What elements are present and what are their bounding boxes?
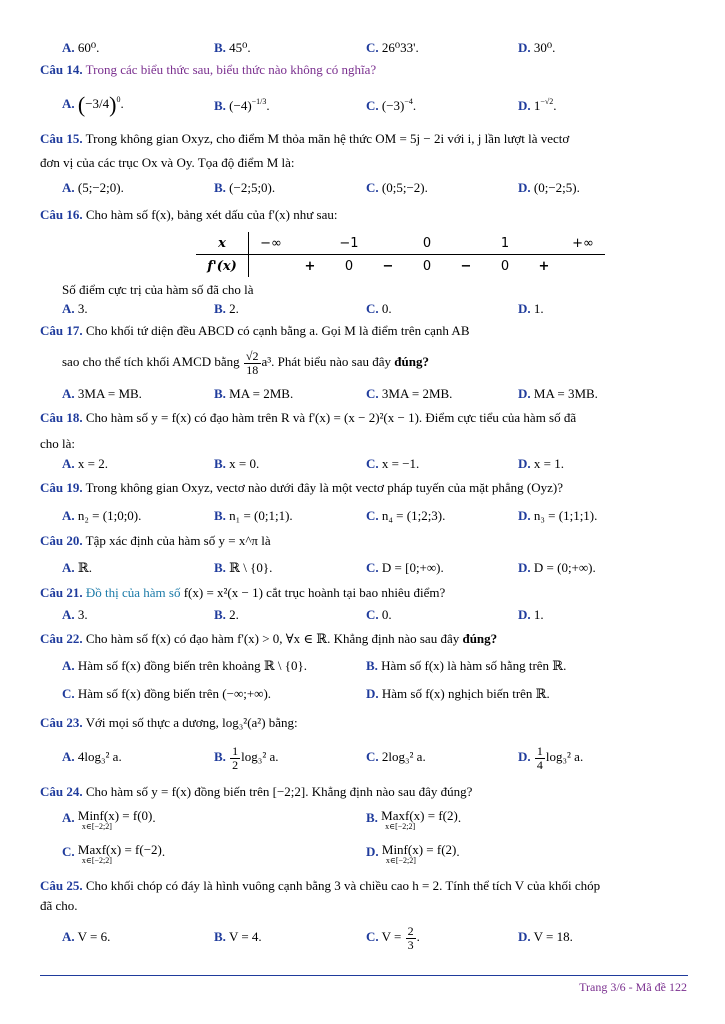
q25-text: Câu 25. Cho khối chóp có đáy là hình vuông cạnh bằng 3 và chiều cao h = 2. Tính thể tích V của khối chóp bbox=[40, 878, 601, 893]
sign-table bbox=[196, 232, 605, 277]
sign-table-fp-label: f'(x) bbox=[196, 255, 249, 278]
q19-option-c: C. n₄ = (1;2;3). bbox=[366, 508, 446, 523]
q17-option-a: A. 3MA = MB. bbox=[62, 386, 142, 401]
q25-text-2: đã cho. bbox=[40, 898, 78, 913]
sign-cell: − bbox=[382, 258, 394, 274]
q15-option-b: B. (−2;5;0). bbox=[214, 180, 276, 195]
sign-cell: 0 bbox=[500, 258, 510, 274]
q24-option-c: C. Maxf(x) = f(−2) x∈[−2;2] . bbox=[62, 842, 166, 865]
q14-option-d: D. $1^{-√2}$. bbox=[518, 97, 557, 113]
q20-option-b: B. ℝ \ {0}. bbox=[214, 560, 273, 575]
q16-option-d: D. 1. bbox=[518, 301, 544, 316]
sign-cell: − bbox=[460, 258, 472, 274]
q20-option-a: A. ℝ. bbox=[62, 560, 92, 575]
q22-text: Câu 22. Cho hàm số f(x) có đạo hàm f'(x) > 0, ∀x ∈ ℝ. Khẳng định nào sau đây đúng? bbox=[40, 631, 498, 646]
q23-option-c: C. 2log₃² a. bbox=[366, 749, 426, 764]
q25-option-c: C. V = $\frac{2}{3}$ . bbox=[366, 923, 420, 952]
q22-option-c: C. Hàm số f(x) đồng biến trên (−∞;+∞). bbox=[62, 686, 272, 701]
q22-option-b: B. Hàm số f(x) là hàm số hằng trên ℝ. bbox=[366, 658, 567, 673]
q17-text: Câu 17. Cho khối tứ diện đều ABCD có cạnh bằng a. Gọi M là điểm trên cạnh AB bbox=[40, 323, 470, 338]
q17-option-c: C. 3MA = 2MB. bbox=[366, 386, 453, 401]
x-value: 1 bbox=[483, 232, 527, 255]
q17-option-d: D. MA = 3MB. bbox=[518, 386, 598, 401]
q23-option-a: A. 4log₃² a. bbox=[62, 749, 122, 764]
q24-option-b: B. Maxf(x) = f(2) x∈[−2;2] . bbox=[366, 808, 462, 831]
q18-text-2: cho là: bbox=[40, 436, 76, 451]
q18-option-b: B. x = 0. bbox=[214, 456, 260, 471]
q18-option-a: A. x = 2. bbox=[62, 456, 108, 471]
q15-text: Câu 15. Trong không gian Oxyz, cho điểm M thỏa mãn hệ thức OM = 5j − 2i với i, j lần lượt là vectơ bbox=[40, 131, 570, 146]
sign-cell: 0 bbox=[422, 258, 432, 274]
q16-after: Số điểm cực trị của hàm số đã cho là bbox=[62, 282, 254, 297]
q20-option-c: C. D = [0;+∞). bbox=[366, 560, 444, 575]
q16-text: Câu 16. Cho hàm số f(x), bảng xét dấu của f'(x) như sau: bbox=[40, 207, 338, 222]
q16-option-c: C. 0. bbox=[366, 301, 392, 316]
q21-option-a: A. 3. bbox=[62, 607, 88, 622]
q23-option-b: B. $\frac{1}{2}$ log₃² a. bbox=[214, 743, 279, 772]
q13-option-a: A. 60⁰. bbox=[62, 40, 100, 55]
q14-option-b: B. $(-4)^{-1/3}$. bbox=[214, 97, 270, 113]
x-value: −1 bbox=[327, 232, 371, 255]
q17-text-2: sao cho thể tích khối AMCD bằng $\frac{√2}{18}$ a³. Phát biểu nào sau đây đúng? bbox=[62, 348, 429, 377]
q15-option-c: C. (0;5;−2). bbox=[366, 180, 428, 195]
q16-option-b: B. 2. bbox=[214, 301, 239, 316]
sign-cell: + bbox=[538, 258, 550, 274]
q21-text: Câu 21. Đồ thị của hàm số f(x) = x²(x − 1) cắt trục hoành tại bao nhiêu điểm? bbox=[40, 585, 446, 600]
q19-option-b: B. n₁ = (0;1;1). bbox=[214, 508, 293, 523]
q24-text: Câu 24. Cho hàm số y = f(x) đồng biến trên [−2;2]. Khẳng định nào sau đây đúng? bbox=[40, 784, 473, 799]
q13-option-c: C. 26⁰33'. bbox=[366, 40, 419, 55]
q24-option-d: D. Minf(x) = f(2) x∈[−2;2] . bbox=[366, 842, 460, 865]
q14-option-c: C. $(-3)^{-4}$. bbox=[366, 97, 417, 113]
q22-option-d: D. Hàm số f(x) nghịch biến trên ℝ. bbox=[366, 686, 550, 701]
q19-option-a: A. n₂ = (1;0;0). bbox=[62, 508, 142, 523]
q23-text: Câu 23. Với mọi số thực a dương, log₃²(a²) bằng: bbox=[40, 715, 298, 730]
q23-option-d: D. $\frac{1}{4}$ log₃² a. bbox=[518, 743, 584, 772]
q20-option-d: D. D = (0;+∞). bbox=[518, 560, 596, 575]
q25-option-b: B. V = 4. bbox=[214, 929, 262, 944]
footer-divider bbox=[40, 975, 688, 976]
q13-option-d: D. 30⁰. bbox=[518, 40, 556, 55]
q21-option-c: C. 0. bbox=[366, 607, 392, 622]
q13-option-b: B. 45⁰. bbox=[214, 40, 251, 55]
sign-cell: 0 bbox=[344, 258, 354, 274]
q18-option-d: D. x = 1. bbox=[518, 456, 564, 471]
q24-option-a: A. Minf(x) = f(0) x∈[−2;2] . bbox=[62, 808, 156, 831]
q21-option-b: B. 2. bbox=[214, 607, 239, 622]
q15-text-2: đơn vị của các trục Ox và Oy. Tọa độ điểm M là: bbox=[40, 155, 295, 170]
q14-option-a: A. $(-3/4)^0$. bbox=[62, 92, 124, 118]
q22-option-a: A. Hàm số f(x) đồng biến trên khoảng ℝ \ {0}. bbox=[62, 658, 307, 673]
q19-option-d: D. n₃ = (1;1;1). bbox=[518, 508, 598, 523]
q14-text: Câu 14. Trong các biểu thức sau, biểu thức nào không có nghĩa? bbox=[40, 62, 377, 77]
x-value: +∞ bbox=[561, 232, 605, 255]
q17-option-b: B. MA = 2MB. bbox=[214, 386, 294, 401]
sign-cell: + bbox=[304, 258, 316, 274]
x-value: 0 bbox=[405, 232, 449, 255]
q18-option-c: C. x = −1. bbox=[366, 456, 420, 471]
q21-option-d: D. 1. bbox=[518, 607, 544, 622]
q15-option-a: A. (5;−2;0). bbox=[62, 180, 124, 195]
q25-option-d: D. V = 18. bbox=[518, 929, 573, 944]
q19-text: Câu 19. Trong không gian Oxyz, vectơ nào dưới đây là một vectơ pháp tuyến của mặt phẳng (Oyz)? bbox=[40, 480, 564, 495]
sign-table-x-label: x bbox=[196, 232, 249, 255]
q18-text: Câu 18. Cho hàm số y = f(x) có đạo hàm trên R và f'(x) = (x − 2)²(x − 1). Điểm cực tiểu của hàm số đã bbox=[40, 410, 577, 425]
q25-option-a: A. V = 6. bbox=[62, 929, 111, 944]
x-value: −∞ bbox=[249, 232, 294, 255]
q16-option-a: A. 3. bbox=[62, 301, 88, 316]
q20-text: Câu 20. Tập xác định của hàm số y = x^π là bbox=[40, 533, 271, 548]
page-footer: Trang 3/6 - Mã đề 122 bbox=[579, 980, 687, 994]
q15-option-d: D. (0;−2;5). bbox=[518, 180, 580, 195]
